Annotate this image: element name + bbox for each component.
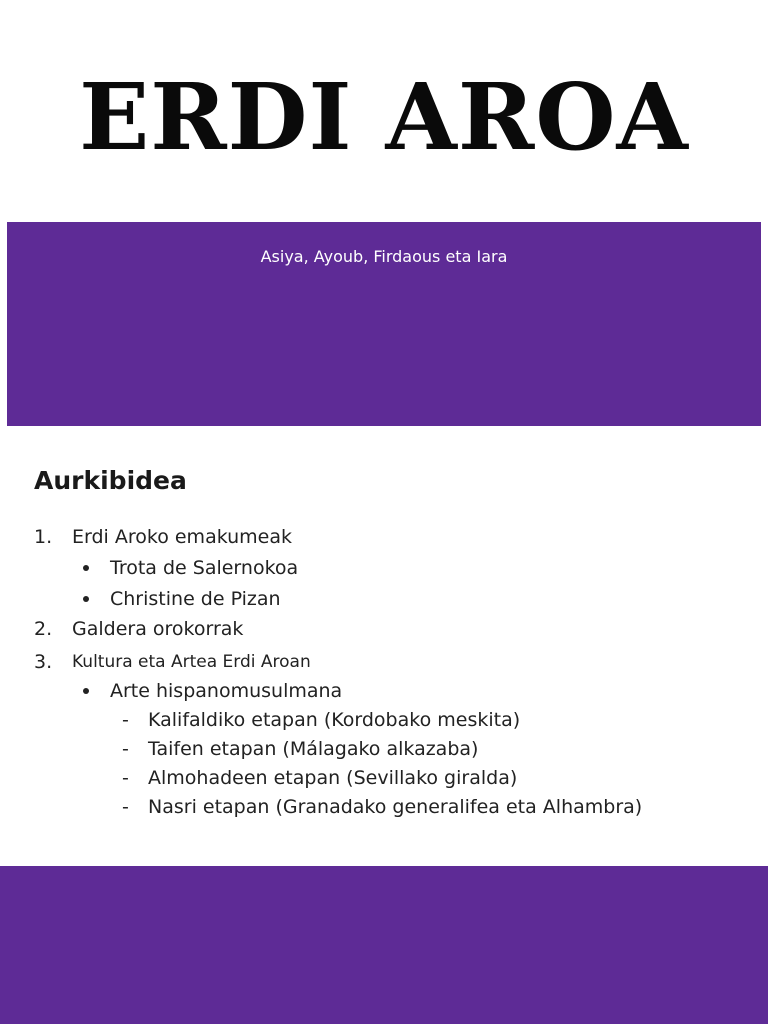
toc-sub-label: Almohadeen etapan (Sevillako giralda) [148, 767, 518, 789]
page-title: ERDI AROA [79, 63, 689, 171]
dash-icon: - [122, 796, 129, 818]
toc-item-label: Kultura eta Artea Erdi Aroan [72, 652, 311, 672]
toc-item-label: Erdi Aroko emakumeak [72, 526, 293, 548]
toc-item-number: 3. [34, 651, 53, 673]
bullet-dot-icon [83, 596, 89, 602]
toc-sub-label: Taifen etapan (Málagako alkazaba) [148, 738, 479, 760]
dash-icon: - [122, 767, 129, 789]
toc-sub-label: Kalifaldiko etapan (Kordobako meskita) [148, 709, 521, 731]
authors-text: Asiya, Ayoub, Firdaous eta Iara [260, 247, 508, 266]
toc-heading: Aurkibidea [34, 466, 187, 495]
toc-bullet-label: Trota de Salernokoa [110, 557, 299, 579]
dash-icon: - [122, 738, 129, 760]
footer-banner [0, 866, 768, 1024]
toc-item-number: 1. [34, 526, 53, 548]
toc-sub-label: Nasri etapan (Granadako generalifea eta Alhambra) [148, 796, 643, 818]
bullet-dot-icon [83, 688, 89, 694]
authors-banner [7, 222, 761, 426]
bullet-dot-icon [83, 565, 89, 571]
toc-item-number: 2. [34, 618, 53, 640]
toc-item-label: Galdera orokorrak [72, 618, 244, 640]
dash-icon: - [122, 709, 129, 731]
toc-bullet-label: Christine de Pizan [110, 588, 281, 610]
toc-bullet-label: Arte hispanomusulmana [110, 680, 343, 702]
